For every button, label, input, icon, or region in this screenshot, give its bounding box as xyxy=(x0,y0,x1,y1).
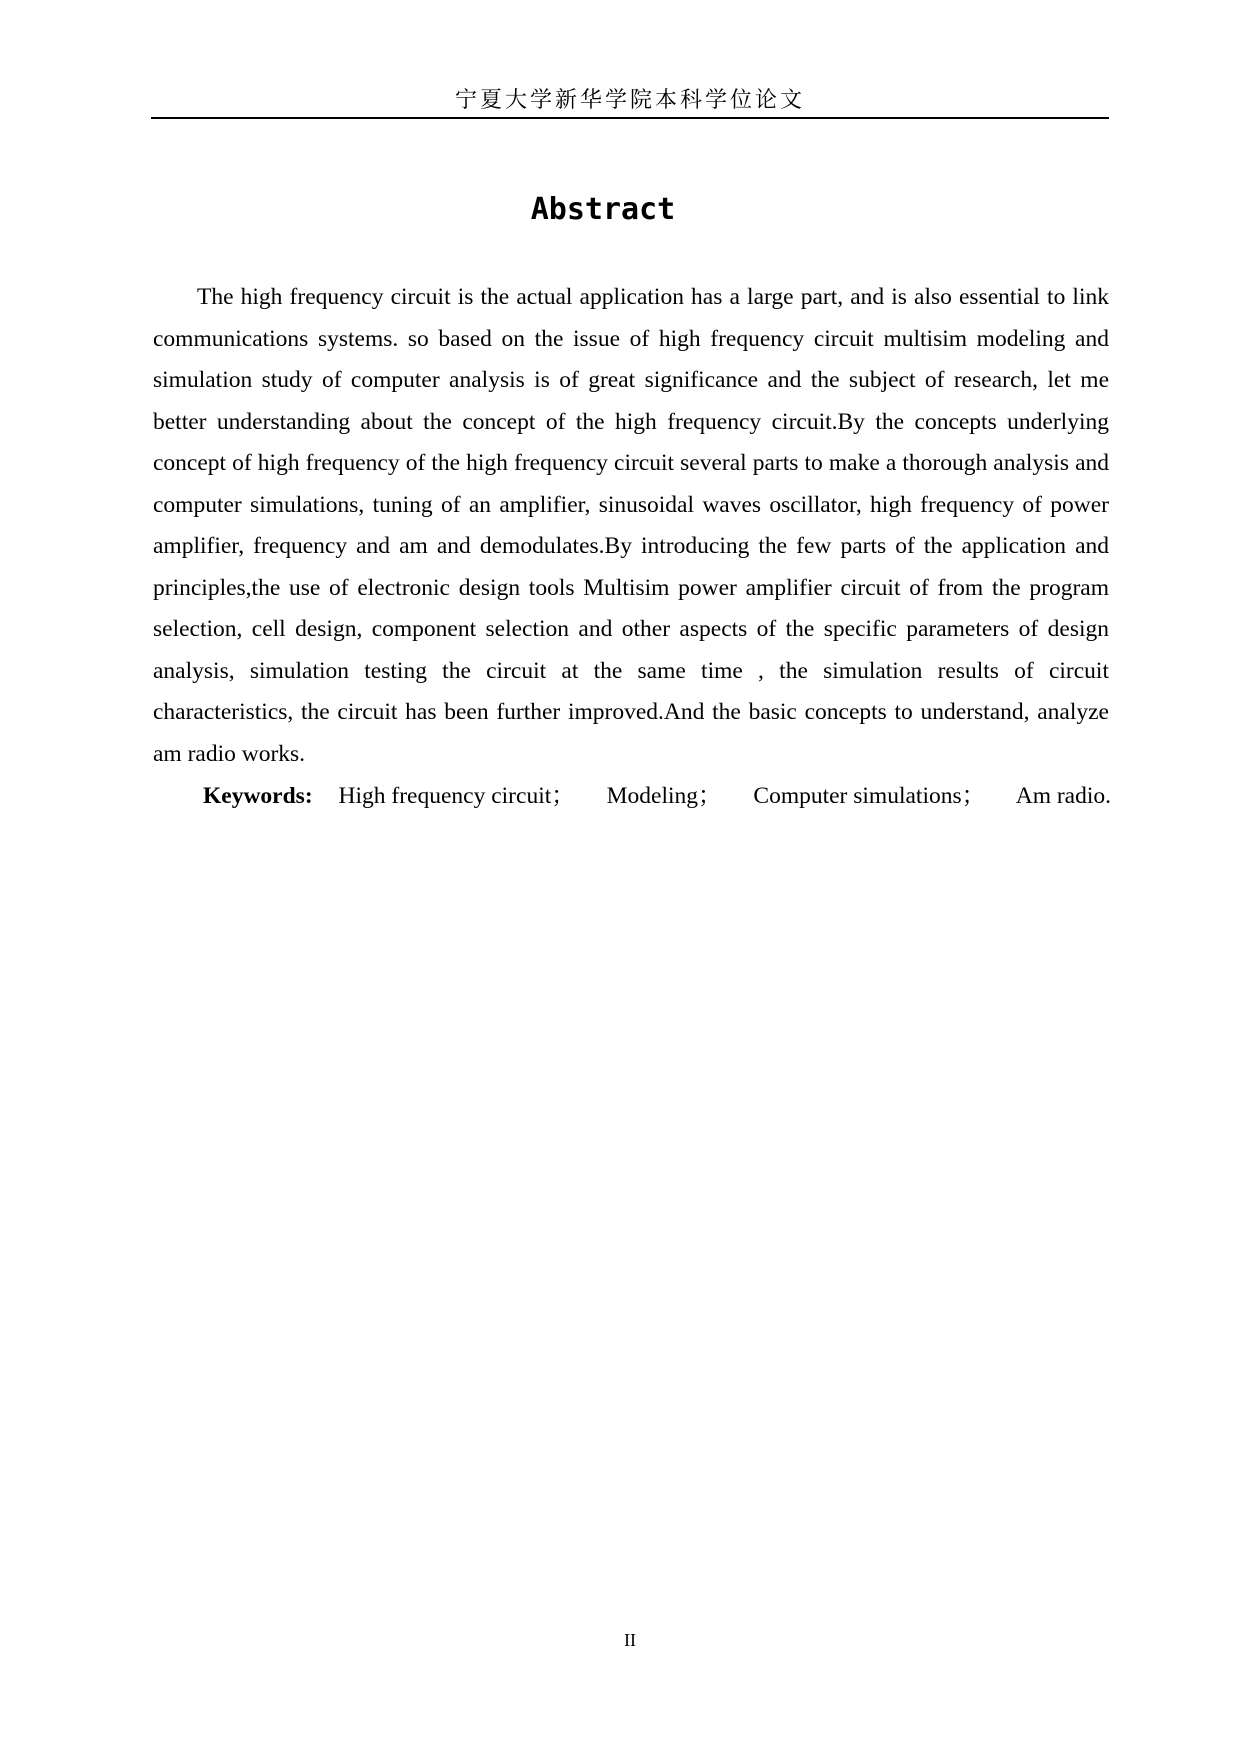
keyword-item: High frequency circuit； xyxy=(338,783,575,809)
page-title: Abstract xyxy=(530,192,676,227)
abstract-paragraph: The high frequency circuit is the actual application has a large part, and is also essential to link communications systems. so based on the issue of high frequency circuit multisim modeling and simulation study of computer analysis is of great significance and the subject of research, let me better understanding about the concept of the high frequency circuit.By the concepts underlying concept of high frequency of the high frequency circuit several parts to make a thorough analysis and computer simulations, tuning of an amplifier, sinusoidal waves oscillator, high frequency of power amplifier, frequency and am and demodulates.By introducing the few parts of the application and principles,the use of electronic design tools Multisim power amplifier circuit of from the program selection, cell design, component selection and other aspects of the specific parameters of design analysis, simulation testing the circuit at the same time , the simulation results of circuit characteristics, the circuit has been further improved.And the basic concepts to understand, analyze am radio works. xyxy=(153,284,1109,767)
keywords-line xyxy=(203,776,1123,818)
keywords-label: Keywords: xyxy=(203,783,313,809)
page-number: II xyxy=(624,1630,636,1650)
running-header: 宁夏大学新华学院本科学位论文 xyxy=(454,88,805,113)
keyword-item: Computer simulations； xyxy=(753,783,986,809)
keyword-item: Am radio. xyxy=(1015,783,1112,809)
keyword-item: Modeling； xyxy=(606,783,722,809)
header-divider xyxy=(151,117,1109,119)
